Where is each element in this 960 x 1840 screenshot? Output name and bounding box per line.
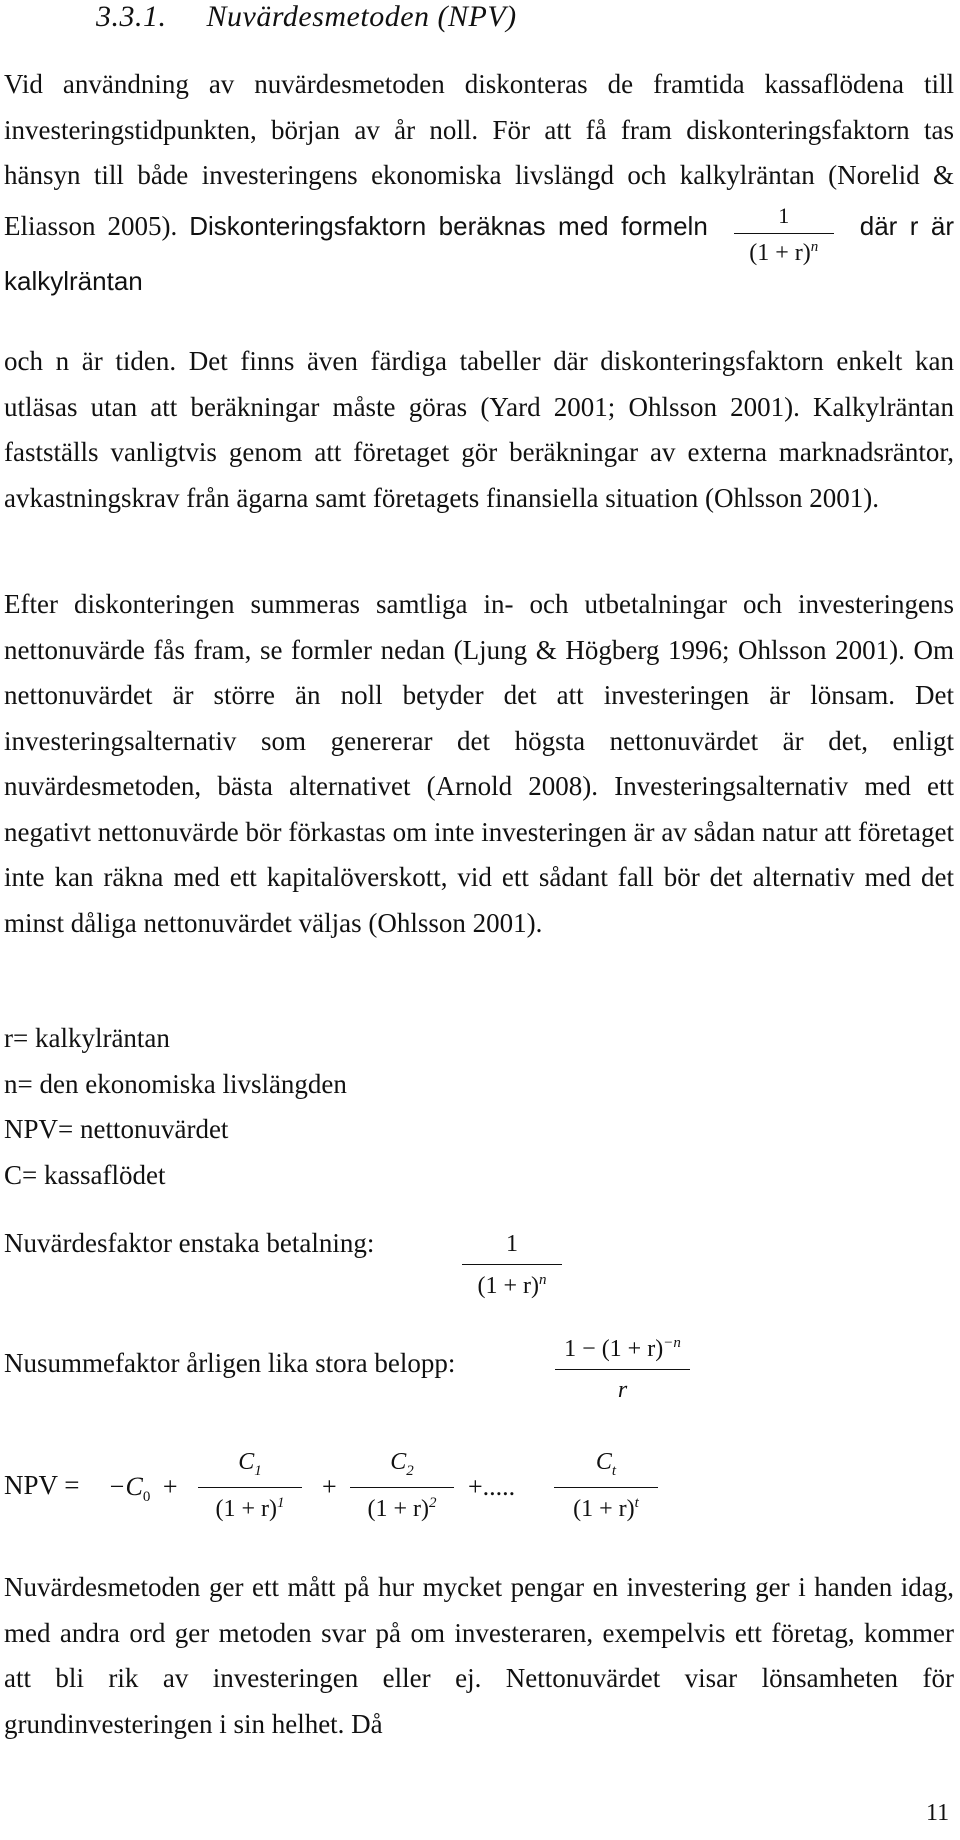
formula-single-label: Nuvärdesfaktor enstaka betalning: <box>4 1228 375 1258</box>
npv-term-1: $C_1$ $(1 + r)^1$ <box>198 1450 302 1521</box>
inline-discount-formula <box>734 202 834 266</box>
paragraph-meaning-text: Nuvärdesmetoden ger ett mått på hur mycket pengar en investering ger i handen idag, med andra ord ger metoden svar på om investeraren, exempelvis ett företag, kommer att bli rik av investeringen eller ej. Nettonuvärdet visar lönsamheten för grundinvesteringen i sin helhet. Då <box>4 1572 954 1739</box>
formula-annuity-label: Nusummefaktor årligen lika stora belopp: <box>4 1348 456 1378</box>
paragraph-intro <box>4 62 954 304</box>
paragraph-tables-text: och n är tiden. Det finns även färdiga tabeller där diskonteringsfaktorn enkelt kan utläsas utan att beräkningar måste göras (Yard 2001; Ohlsson 2001). Kalkylräntan fastställs vanligtvis genom att företaget gör beräkningar av externa marknadsräntor, avkastningskrav från ägarna samt företagets finansiella situation (Ohlsson 2001). <box>4 346 954 513</box>
page-number: 11 <box>926 1800 950 1826</box>
definition-item: n= den ekonomiska livslängden <box>4 1068 347 1099</box>
definition-item: NPV= nettonuvärdet <box>4 1114 229 1144</box>
section-title: Nuvärdesmetoden (NPV) <box>206 0 517 33</box>
npv-term-2: $C_2$ $(1 + r)^2$ <box>350 1450 454 1521</box>
npv-term-t: $C_t$ $(1 + r)^t$ <box>554 1450 658 1521</box>
npv-initial-term: $-C_0$ + <box>108 1472 178 1506</box>
npv-plus-dots: +..... <box>468 1472 516 1501</box>
section-number: 3.3.1. <box>96 0 167 33</box>
formula-annuity <box>4 1348 455 1379</box>
formula-intro-text: Diskonteringsfaktorn beräknas med formeln <box>189 210 708 241</box>
formula-after-text: där r är kalkylräntan <box>4 210 955 296</box>
paragraph-intro-text: Vid användning av nuvärdesmetoden diskonteras de framtida kassaflödena till investeringstidpunkten, början av år noll. För att få fram diskonteringsfaktorn tas hänsyn till både investeringens ekonomiska livslängd och kalkylräntan (Norelid & Eliasson 2005). <box>4 69 954 241</box>
paragraph-summation-text: Efter diskonteringen summeras samtliga in- och utbetalningar och investeringens nettonuvärde fås fram, se formler nedan (Ljung & Högberg 1996; Ohlsson 2001). Om nettonuvärdet är större än noll betyder det att investeringen är lönsam. Det investeringsalternativ som genererar det högsta nettonuvärdet är det, enligt nuvärdesmetoden, bästa alternativet (Arnold 2008). Investeringsalternativ med ett negativt nettonuvärde bör förkastas om inte investeringen är av sådan natur att företaget inte kan räkna med ett kapitalöverskott, vid ett sådant fall bör det alternativ med det minst dåliga nettonuvärdet väljas (Ohlsson 2001). <box>4 589 954 938</box>
paragraph-tables <box>4 339 954 521</box>
formula-annuity-fraction: $1 - (1 + r)^{-n}$ r <box>555 1336 690 1402</box>
definitions-list <box>4 1016 347 1198</box>
formula-npv-label: NPV = <box>4 1470 80 1500</box>
formula-npv <box>4 1470 80 1501</box>
formula-single-fraction: 1 $(1 + r)^n$ <box>462 1232 562 1298</box>
definition-item: C= kassaflödet <box>4 1159 166 1190</box>
inline-formula-denominator: $(1 + r)^n$ <box>749 238 819 266</box>
paragraph-summation <box>4 582 954 946</box>
inline-formula-numerator: 1 <box>778 202 790 228</box>
npv-plus-sign: + <box>322 1472 337 1501</box>
definition-item: r= kalkylräntan <box>4 1023 170 1053</box>
formula-single-payment <box>4 1228 374 1259</box>
paragraph-meaning <box>4 1565 954 1747</box>
section-heading <box>96 0 517 34</box>
